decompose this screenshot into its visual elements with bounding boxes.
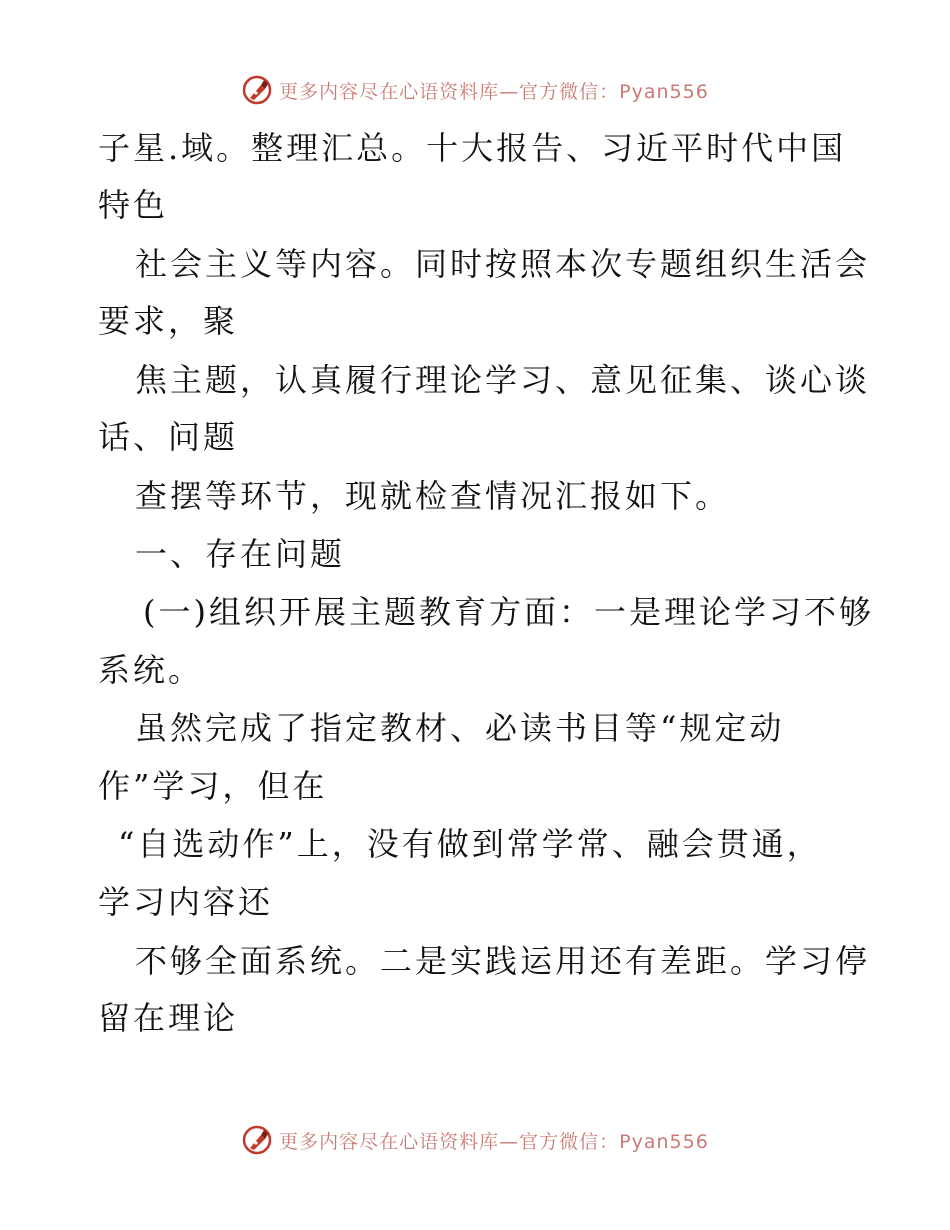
text-line: 子星.域。整理汇总。十大报告、习近平时代中国 — [98, 129, 847, 167]
pen-nib-logo-icon — [241, 1124, 273, 1156]
header-banner-text: 更多内容尽在心语资料库—官方微信：Pyan556 — [279, 80, 709, 103]
text-line: 社会主义等内容。同时按照本次专题组织生活会 — [135, 245, 871, 283]
section-heading: 一、存在问题 — [135, 535, 346, 573]
text-line: “自选动作”上，没有做到常学常、融会贯通， — [118, 825, 822, 863]
text-line: 系统。 — [98, 651, 204, 689]
footer-banner-text: 更多内容尽在心语资料库—官方微信：Pyan556 — [279, 1130, 709, 1153]
text-line: 不够全面系统。二是实践运用还有差距。学习停 — [135, 942, 871, 980]
text-line: 作”学习，但在 — [98, 767, 328, 805]
text-line: 特色 — [98, 186, 169, 224]
text-line: 焦主题，认真履行理论学习、意见征集、谈心谈 — [135, 361, 871, 399]
text-line: 虽然完成了指定教材、必读书目等“规定动 — [135, 709, 785, 747]
text-line: 话、问题 — [98, 418, 239, 456]
text-line: (一)组织开展主题教育方面：一是理论学习不够 — [143, 593, 874, 631]
footer-banner — [0, 1120, 950, 1160]
text-line: 查摆等环节，现就检查情况汇报如下。 — [135, 477, 731, 515]
text-line: 留在理论 — [98, 999, 239, 1037]
text-line: 要求，聚 — [98, 302, 239, 340]
text-line: 学习内容还 — [98, 883, 274, 921]
